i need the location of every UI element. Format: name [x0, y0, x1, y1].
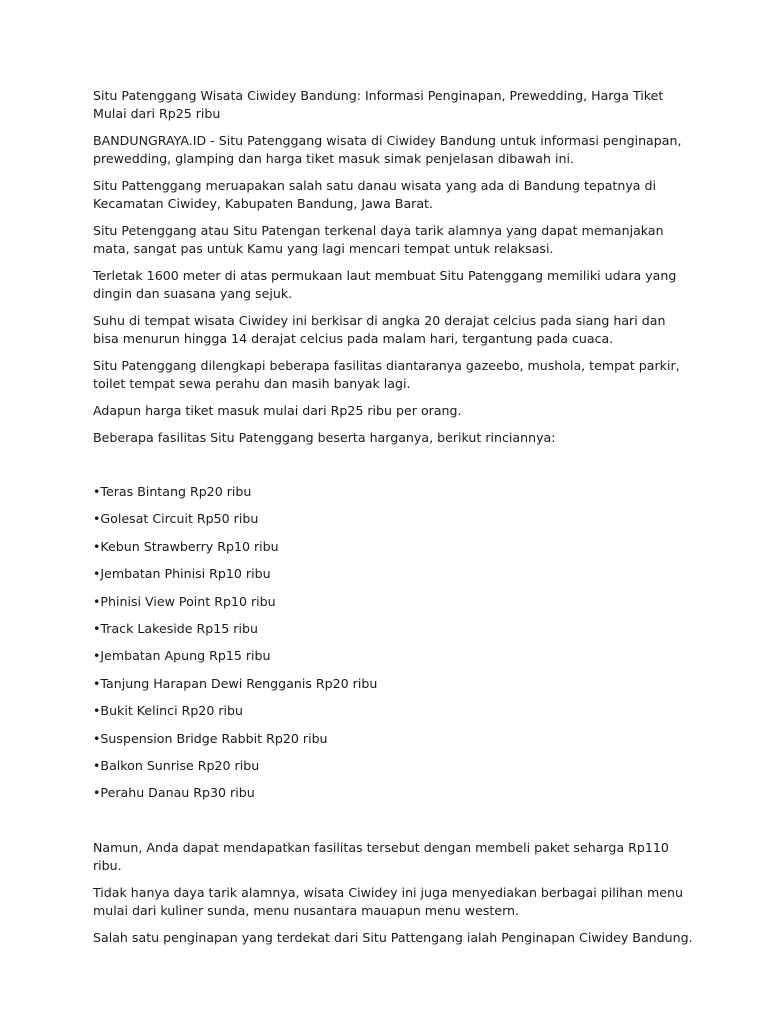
list-item: •Jembatan Apung Rp15 ribu [93, 648, 271, 664]
closing-paragraph-3: Salah satu penginapan yang terdekat dari Situ Pattengang ialah Penginapan Ciwidey Bandung. [93, 929, 693, 945]
blank-line [93, 812, 693, 839]
blank-line [93, 456, 693, 483]
list-item: •Teras Bintang Rp20 ribu [93, 484, 252, 499]
list-item: •Kebun Strawberry Rp10 ribu [93, 538, 279, 554]
intro-paragraph-2: Situ Pattenggang meruapakan salah satu danau wisata yang ada di Bandung tepatnya di Kecamatan Ciwidey, Kabupaten Bandung, Jawa Barat. [93, 178, 656, 211]
intro-paragraph-4: Terletak 1600 meter di atas permukaan laut membuat Situ Patenggang memiliki udara yang dingin dan suasana yang sejuk. [93, 268, 677, 301]
list-item: •Balkon Sunrise Rp20 ribu [93, 757, 260, 773]
intro-paragraph-1: BANDUNGRAYA.ID - Situ Patenggang wisata di Ciwidey Bandung untuk informasi penginapan, prewedding, glamping dan harga tiket masuk simak penjelasan dibawah ini. [93, 133, 682, 166]
list-item: •Perahu Danau Rp30 ribu [93, 785, 255, 801]
intro-paragraph-8: Beberapa fasilitas Situ Patenggang beserta harganya, berikut rinciannya: [93, 430, 556, 445]
facility-list [93, 483, 693, 802]
document-page [93, 87, 693, 956]
intro-paragraph-6: Situ Patenggang dilengkapi beberapa fasilitas diantaranya gazeebo, mushola, tempat parkir, toilet tempat sewa perahu dan masih banyak lagi. [93, 358, 680, 391]
closing-paragraph-1: Namun, Anda dapat mendapatkan fasilitas tersebut dengan membeli paket seharga Rp110 ribu. [93, 839, 669, 873]
list-item: •Jembatan Phinisi Rp10 ribu [93, 566, 271, 582]
closing-paragraph-2: Tidak hanya daya tarik alamnya, wisata Ciwidey ini juga menyediakan berbagai pilihan menu mulai dari kuliner sunda, menu nusantara mauapun menu western. [93, 884, 683, 918]
list-item: •Bukit Kelinci Rp20 ribu [93, 703, 243, 719]
list-item: •Tanjung Harapan Dewi Rengganis Rp20 ribu [93, 675, 378, 691]
list-item: •Golesat Circuit Rp50 ribu [93, 511, 259, 527]
intro-paragraph-3: Situ Petenggang atau Situ Patengan terkenal daya tarik alamnya yang dapat memanjakan mata, sangat pas untuk Kamu yang lagi mencari tempat untuk relaksasi. [93, 223, 664, 256]
intro-paragraph-7: Adapun harga tiket masuk mulai dari Rp25 ribu per orang. [93, 403, 462, 418]
list-item: •Suspension Bridge Rabbit Rp20 ribu [93, 730, 328, 746]
list-item: •Track Lakeside Rp15 ribu [93, 620, 258, 636]
list-item: •Phinisi View Point Rp10 ribu [93, 593, 276, 609]
document-title: Situ Patenggang Wisata Ciwidey Bandung: Informasi Penginapan, Prewedding, Harga Tiket Mulai dari Rp25 ribu [93, 88, 664, 121]
intro-paragraph-5: Suhu di tempat wisata Ciwidey ini berkisar di angka 20 derajat celcius pada siang hari dan bisa menurun hingga 14 derajat celcius pada malam hari, tergantung pada cuaca. [93, 313, 666, 346]
